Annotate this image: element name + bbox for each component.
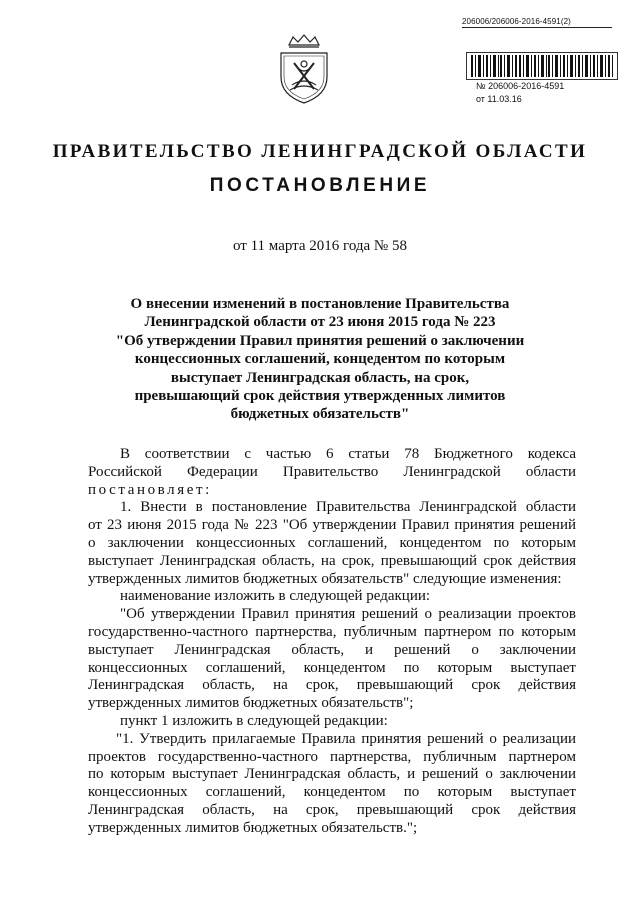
body-line: В соответствии с частью 6 статьи 78 Бюджетного кодекса — [120, 446, 576, 462]
body-line: государственно-частного партнерства, публичным партнером по которым — [88, 623, 576, 640]
body-line: постановляет: — [88, 481, 212, 498]
document-body — [88, 446, 576, 838]
body-line: Ленинградская область, на срок, превышающий срок действия — [88, 677, 576, 694]
body-line: выступает Ленинградская область, на срок, превышающий срок действия — [88, 552, 576, 569]
barcode — [466, 52, 618, 80]
body-line: "1. Утвердить прилагаемые Правила принятия решений о реализации — [116, 730, 576, 747]
body-line: утвержденных лимитов бюджетных обязательств" следующие изменения: — [88, 570, 562, 587]
body-line: утвержденных лимитов бюджетных обязательств"; — [88, 695, 414, 712]
body-line: концессионных соглашений, концедентом по которым выступает — [88, 659, 576, 676]
title-line: "Об утверждении Правил принятия решений о заключении — [115, 332, 525, 349]
document-type: ПОСТАНОВЛЕНИЕ — [209, 175, 431, 196]
body-line: Ленинградская область, на срок, превышающий срок действия — [88, 801, 576, 818]
body-line: от 23 июня 2015 года № 223 "Об утверждении Правил принятия решений — [88, 517, 576, 534]
body-line: "Об утверждении Правил принятия решений о реализации проектов — [120, 606, 576, 623]
title-line: выступает Ленинградская область, на срок, — [170, 369, 470, 386]
document-title — [110, 295, 530, 424]
document-date-number: от 11 марта 2016 года № 58 — [233, 238, 407, 254]
title-line: О внесении изменений в постановление Правительства — [130, 296, 510, 312]
body-line: по которым выступает Ленинградская область, и решений о заключении — [88, 766, 576, 783]
body-line: 1. Внести в постановление Правительства Ленинградской области — [120, 499, 576, 516]
issuing-authority: ПРАВИТЕЛЬСТВО ЛЕНИНГРАДСКОЙ ОБЛАСТИ — [52, 141, 588, 162]
coat-of-arms-icon — [275, 33, 333, 105]
body-line: выступает Ленинградская область, и решений о заключении — [88, 641, 576, 658]
body-line: утвержденных лимитов бюджетных обязательств."; — [88, 819, 418, 836]
title-line: Ленинградской области от 23 июня 2015 года № 223 — [144, 314, 496, 331]
body-line: пункт 1 изложить в следующей редакции: — [120, 712, 388, 729]
body-line: о заключении концессионных соглашений, концедентом по которым — [88, 534, 576, 551]
body-line: наименование изложить в следующей редакции: — [120, 588, 431, 605]
body-line: концессионных соглашений, концедентом по которым выступает — [88, 784, 576, 801]
body-line: Российской Федерации Правительство Ленинградской области — [88, 463, 576, 480]
title-line: превышающий срок действия утвержденных лимитов — [134, 388, 506, 405]
registration-date: от 11.03.16 — [476, 94, 522, 104]
title-line: бюджетных обязательств" — [230, 406, 410, 423]
body-line: проектов государственно-частного партнерства, публичным партнером — [88, 748, 576, 765]
registration-stamp: 206006/206006-2016-4591(2) — [462, 17, 612, 28]
title-line: концессионных соглашений, концедентом по которым — [134, 351, 506, 368]
registration-number: № 206006-2016-4591 — [476, 81, 565, 91]
